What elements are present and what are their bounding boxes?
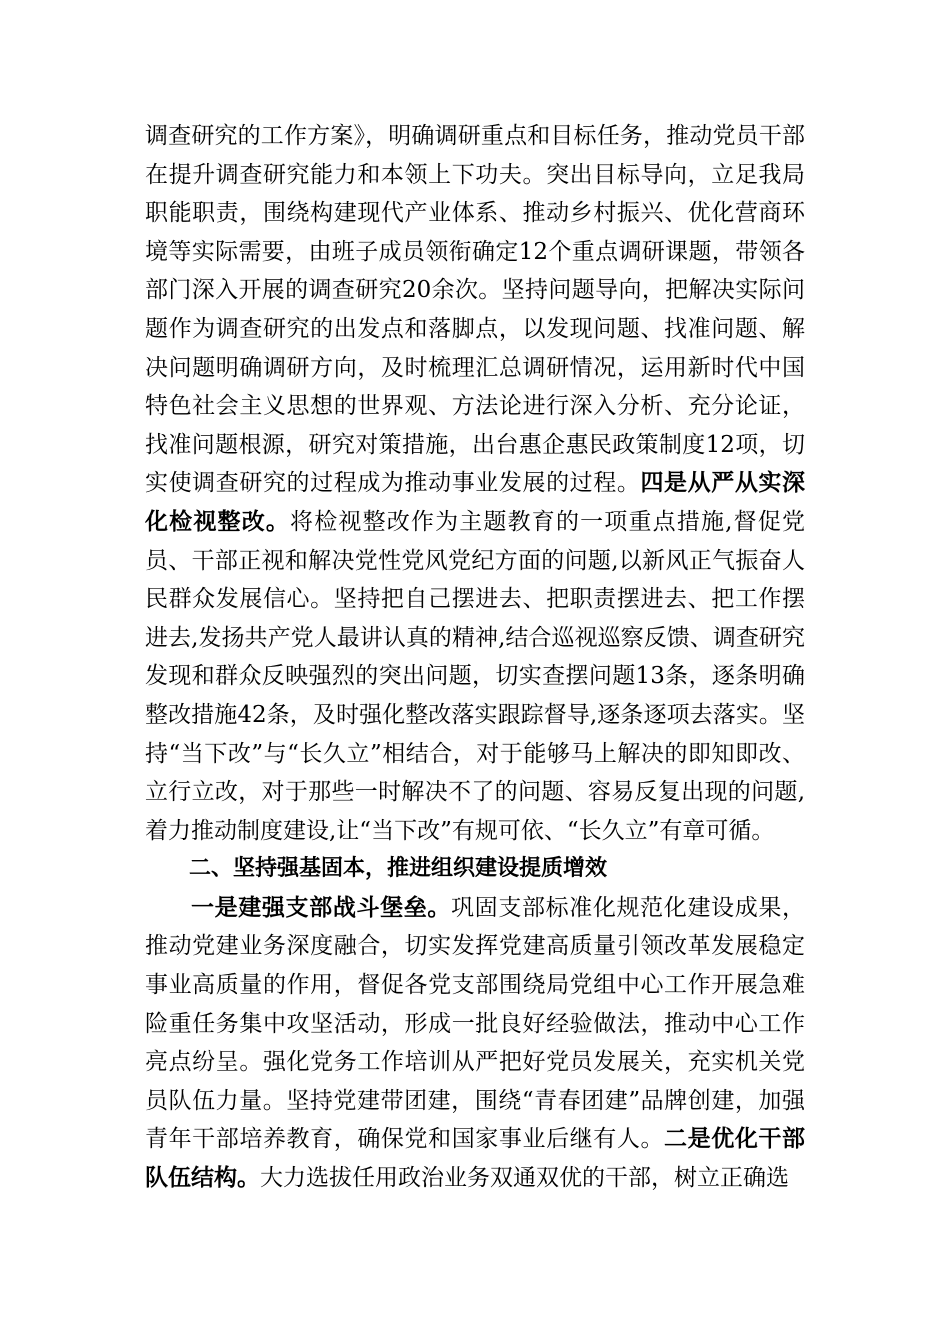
paragraph-research-and-rectification: [145, 117, 805, 850]
paragraph-text: 将检视整改作为主题教育的一项重点措施,督促党员、干部正视和解决党性党风党纪方面的问题,以新风正气振奋人民群众发展信心。坚持把自己摆进去、把职责摆进去、把工作摆进去,发扬共产党人最讲认真的精神,结合巡视巡察反馈、调查研究发现和群众反映强烈的突出问题，切实查摆问题13条，逐条明确整改措施42条，及时强化整改落实跟踪督导,逐条逐项去落实。坚持“当下改”与“长久立”相结合，对于能够马上解决的即知即改、立行立改，对于那些一时解决不了的问题、容易反复出现的问题,着力推动制度建设,让“当下改”有规可依、“长久立”有章可循。: [145, 508, 806, 844]
document-body: [145, 117, 805, 1198]
section-heading: 二、坚持强基固本，推进组织建设提质增效: [189, 856, 608, 882]
paragraph-text: 巩固支部标准化规范化建设成果，推动党建业务深度融合，切实发挥党建高质量引领改革发展稳定事业高质量的作用，督促各党支部围绕局党组中心工作开展急难险重任务集中攻坚活动，形成一批良好经验做法，推动中心工作亮点纷呈。强化党务工作培训从严把好党员发展关，充实机关党员队伍力量。坚持党建带团建，围绕“青春团建”品牌创建，加强青年干部培养教育，确保党和国家事业后继有人。: [145, 894, 806, 1153]
paragraph-text: 大力选拔任用政治业务双通双优的干部，树立正确选: [260, 1165, 789, 1192]
paragraph-text: 调查研究的工作方案》，明确调研重点和目标任务，推动党员干部在提升调查研究能力和本领上下功夫。突出目标导向，立足我局职能职责，围绕构建现代产业体系、推动乡村振兴、优化营商环境等实际需要，由班子成员领衔确定12个重点调研课题，带领各部门深入开展的调查研究20余次。坚持问题导向，把解决实际问题作为调查研究的出发点和落脚点，以发现问题、找准问题、解决问题明确调研方向，及时梳理汇总调研情况，运用新时代中国特色社会主义思想的世界观、方法论进行深入分析、充分论证，找准问题根源，研究对策措施，出台惠企惠民政策制度12项，切实使调查研究的过程成为推动事业发展的过程。: [145, 123, 805, 497]
bold-lead-phrase: 四是从严从实深化检视整改。: [145, 470, 806, 535]
bold-lead-phrase: 一是建强支部战斗堡垒。: [191, 894, 452, 921]
bold-lead-phrase: 二是优化干部队伍结构。: [145, 1126, 806, 1192]
paragraph-organization-building: [145, 889, 805, 1198]
